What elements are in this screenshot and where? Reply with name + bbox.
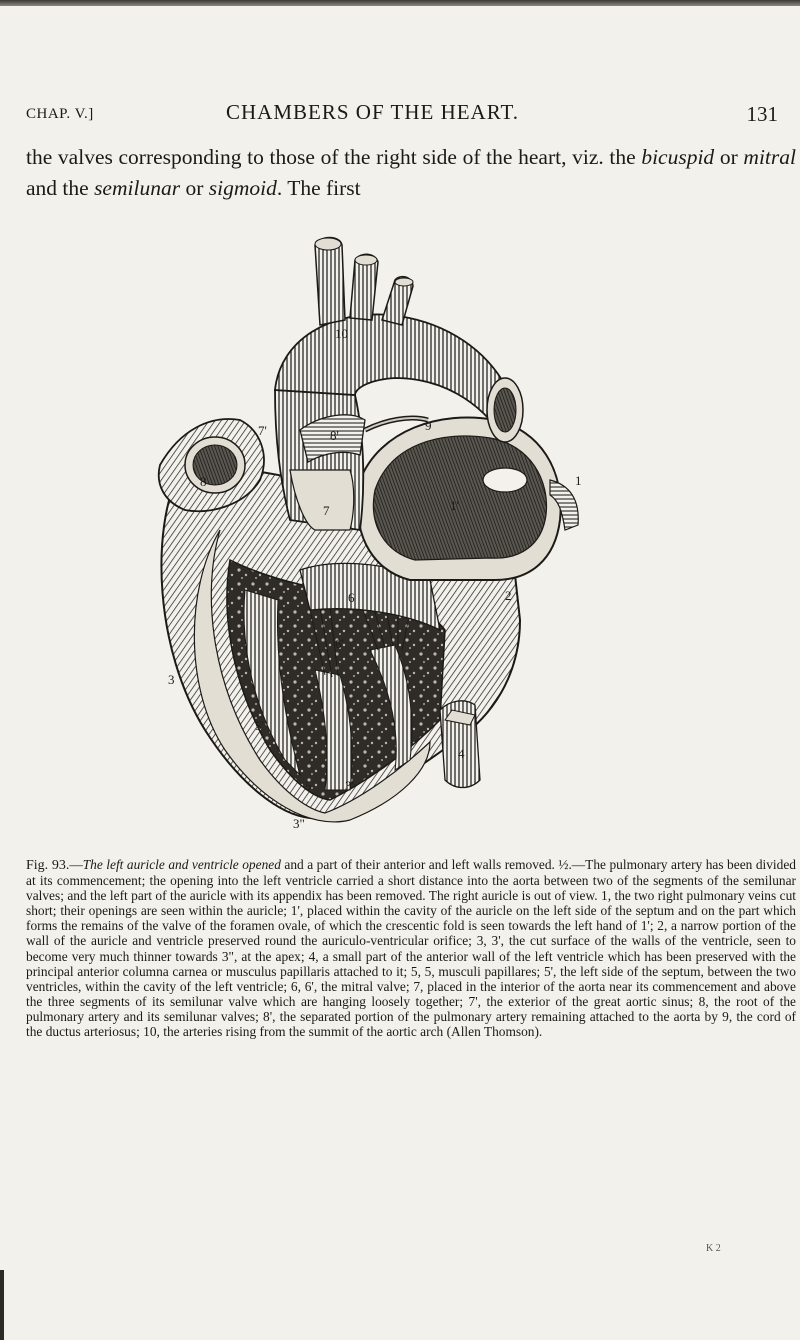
left-page-edge bbox=[0, 1270, 4, 1340]
term-semilunar: semilunar bbox=[94, 176, 181, 200]
label-3-prime: 3' bbox=[345, 778, 354, 793]
caption-heading: The left auricle and ventricle opened bbox=[82, 857, 281, 872]
label-3: 3 bbox=[168, 672, 175, 687]
label-2: 2 bbox=[505, 588, 512, 603]
body-text-part: and the bbox=[26, 176, 95, 200]
term-sigmoid: sigmoid bbox=[208, 176, 277, 200]
running-header bbox=[26, 100, 778, 130]
label-1-prime: 1' bbox=[450, 498, 459, 513]
label-5-prime: 5' bbox=[255, 718, 264, 733]
label-10: 10 bbox=[335, 326, 348, 341]
body-text bbox=[26, 142, 796, 204]
body-text-part: the valves corresponding to those of the right side of the heart, viz. the bbox=[26, 145, 642, 169]
page-number: 131 bbox=[746, 102, 778, 126]
label-8: 8 bbox=[200, 474, 207, 489]
term-bicuspid: bicuspid bbox=[641, 145, 715, 169]
term-mitral: mitral bbox=[743, 145, 796, 169]
body-text-part: or bbox=[180, 176, 209, 200]
running-title: CHAMBERS OF THE HEART. bbox=[226, 100, 519, 124]
heart-illustration bbox=[110, 230, 600, 830]
label-5: 5 bbox=[305, 778, 312, 793]
label-8-prime: 8' bbox=[330, 428, 339, 443]
label-6: 6 bbox=[348, 590, 355, 605]
heart-engraving bbox=[110, 230, 600, 830]
figure-number: Fig. 93. bbox=[26, 858, 70, 873]
caption-text: and a part of their anterior and left walls removed. ½.—The pulmonary artery has been divided at its commencement; the opening into the left ventricle carried a short distance into the aorta between two of the segments of the semilunar valves; and the left part of the auricle with its appendix has been removed. The right auricle is out of view. 1, the two right pulmonary veins cut short; their openings are seen within the auricle; 1', placed within the cavity of the auricle on the left side of the septum and on the part which forms the remains of the valve of the foramen ovale, of which the crescentic fold is seen towards the left hand of 1'; 2, a narrow portion of the wall of the auricle and ventricle preserved round the auriculo-ventricular orifice; 3, 3', the cut surface of the walls of the ventricle, seen to become very much thinner towards 3", at the apex; 4, a small part of the anterior wall of the left ventricle which has been preserved with the principal anterior columna carnea or musculus papillaris attached to it; 5, 5, musculi papillares; 5', the left side of the septum, between the two ventricles, within the cavity of the left ventricle; 6, 6', the mitral valve; 7, placed in the interior of the aorta near its commencement and above the three segments of its semilunar valve which are hanging loosely together; 7', the exterior of the great aortic sinus; 8, the root of the pulmonary artery and its semilunar valves; 8', the separated portion of the pulmonary artery remaining attached to the aorta by 9, the cord of the ductus arteriosus; 10, the arteries rising from the summit of the aortic arch (Allen Thomson). bbox=[26, 857, 796, 1040]
signature-mark: K 2 bbox=[706, 1243, 721, 1254]
label-7-prime: 7' bbox=[258, 423, 267, 438]
label-1: 1 bbox=[575, 473, 582, 488]
top-page-edge bbox=[0, 0, 800, 6]
chapter-label: CHAP. V.] bbox=[26, 106, 94, 122]
body-text-part: . The first bbox=[276, 176, 361, 200]
figure-caption: Fig. 93.—The left auricle and ventricle opened and a part of their anterior and left walls removed. ½.—The pulmonary artery has been divided at its commencement; the opening into the left ventricle carried a short distance into the aorta between two of the segments of the semilunar valves; and the left part of the auricle with its appendix has been removed. The right auricle is out of view. 1, the two right pulmonary veins cut short; their openings are seen within the auricle; 1', placed within the cavity of the auricle on the left side of the septum and on the part which forms the remains of the valve of the foramen ovale, of which the crescentic fold is seen towards the left hand of 1'; 2, a narrow portion of the wall of the auricle and ventricle preserved round the auriculo-ventricular orifice; 3, 3', the cut surface of the walls of the ventricle, seen to become very much thinner towards 3", at the apex; 4, a small part of the anterior wall of the left ventricle which has been preserved with the principal anterior columna carnea or musculus papillaris attached to it; 5, 5, musculi papillares; 5', the left side of the septum, between the two ventricles, within the cavity of the left ventricle; 6, 6', the mitral valve; 7, placed in the interior of the aorta near its commencement and above the three segments of its semilunar valve which are hanging loosely together; 7', the exterior of the great aortic sinus; 8, the root of the pulmonary artery and its semilunar valves; 8', the separated portion of the pulmonary artery remaining attached to the aorta by 9, the cord of the ductus arteriosus; 10, the arteries rising from the summit of the aortic arch (Allen Thomson). bbox=[26, 857, 796, 1040]
label-7: 7 bbox=[323, 503, 330, 518]
label-4: 4 bbox=[458, 746, 465, 761]
label-9: 9 bbox=[425, 418, 432, 433]
label-3-double-prime: 3" bbox=[293, 816, 305, 830]
body-text-part: or bbox=[714, 145, 744, 169]
label-6-prime: 6' bbox=[335, 636, 344, 651]
